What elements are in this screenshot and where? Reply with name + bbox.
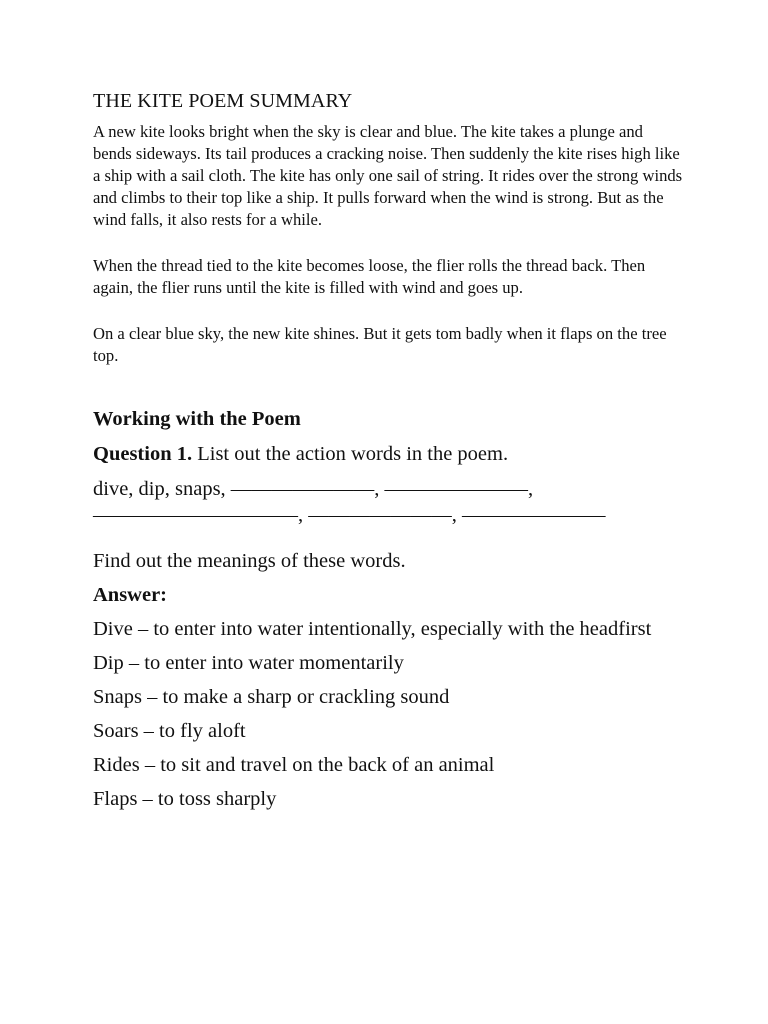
document-title: THE KITE POEM SUMMARY [93, 90, 353, 112]
paragraph-spacer [93, 299, 683, 323]
answer-item-snaps: Snaps – to make a sharp or crackling sound [93, 686, 450, 708]
blanks-line: dive, dip, snaps, ———————, ———————, ——————————, ———————, ——————— [93, 478, 606, 526]
document-page [93, 88, 683, 812]
answer-label [93, 582, 683, 608]
answer-item-dip: Dip – to enter into water momentarily [93, 652, 404, 674]
answer-label-text: Answer: [93, 584, 168, 606]
answer-item-soars: Soars – to fly aloft [93, 720, 246, 742]
answer-item-rides: Rides – to sit and travel on the back of an animal [93, 754, 495, 776]
section-heading: Working with the Poem [93, 408, 301, 430]
section-spacer [93, 367, 683, 406]
answer-item-dive: Dive – to enter into water intentionally, especially with the headfirst [93, 618, 652, 640]
summary-paragraph-3: On a clear blue sky, the new kite shines. But it gets tom badly when it flaps on the tree top. [93, 324, 667, 365]
summary-paragraph-1: A new kite looks bright when the sky is clear and blue. The kite takes a plunge and bends sideways. Its tail produces a cracking noise. Then suddenly the kite rises high like a ship with a sail cloth. The kite has only one sail of string. It rides over the strong winds and climbs to their top like a ship. It pulls forward when the wind is strong. But as the wind falls, it also rests for a while. [93, 122, 683, 229]
question-text: List out the action words in the poem. [192, 443, 509, 465]
paragraph-spacer [93, 231, 683, 255]
question-label: Question 1. [93, 443, 193, 465]
meanings-prompt: Find out the meanings of these words. [93, 550, 406, 572]
summary-paragraph-2: When the thread tied to the kite becomes loose, the flier rolls the thread back. Then again, the flier runs until the kite is filled with wind and goes up. [93, 256, 646, 297]
answer-item-flaps: Flaps – to toss sharply [93, 788, 277, 810]
question-1 [93, 441, 683, 467]
